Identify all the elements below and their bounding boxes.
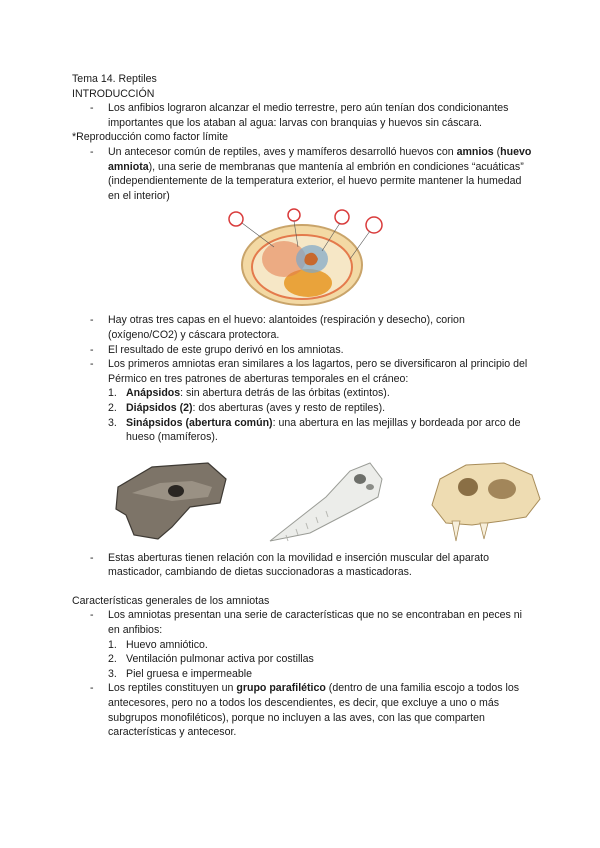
text-span: Los reptiles constituyen un	[108, 682, 237, 695]
text-span: (dentro de una familia escojo a todos los antecesores, pero no a todos los descendientes, es decir, que excluye a uno o más subgrupos monofiléticos), porque no incluyen a las aves, con las que comparten características y antecesor.	[108, 682, 520, 739]
skull-opening	[366, 484, 374, 490]
label-circle	[366, 217, 382, 233]
feature-text: Piel gruesa e impermeable	[126, 667, 253, 680]
page-title: Tema 14. Reptiles	[72, 73, 157, 85]
label-circle	[288, 209, 300, 221]
skull-figures	[112, 455, 544, 545]
openings-list	[72, 551, 532, 580]
text-span: (	[493, 145, 501, 158]
feature-item	[72, 667, 532, 682]
skull-type-item	[72, 386, 532, 401]
bold-amnios: amnios	[456, 145, 494, 158]
skull-shape	[432, 463, 540, 525]
bold-amniote-egg: huevo amniota	[108, 145, 532, 173]
document-page	[72, 72, 532, 740]
skull-type-desc: : sin abertura detrás de las órbitas (extintos).	[180, 387, 390, 400]
skull-types-list	[72, 386, 532, 444]
text-span: Los primeros amniotas eran similares a los lagartos, pero se diversificaron al principio del Pérmico en tres patrones de aberturas temporales en el cráneo:	[108, 358, 528, 385]
list-number: 3.	[108, 667, 117, 680]
feature-text: Ventilación pulmonar activa por costillas	[126, 653, 314, 666]
text-span: Un antecesor común de reptiles, aves y mamíferos desarrolló huevos con	[108, 145, 457, 158]
skull-type-desc: : dos aberturas (aves y resto de reptiles).	[192, 401, 386, 414]
after-egg-list	[72, 313, 532, 386]
skull-shape	[116, 463, 226, 539]
skull-type-item	[72, 401, 532, 416]
permian-list-item	[72, 357, 532, 386]
amnios-list-item	[72, 145, 532, 203]
amniote-egg-diagram	[214, 207, 390, 307]
skull-type-name: Diápsidos (2)	[126, 401, 193, 414]
intro-heading: INTRODUCCIÓN	[72, 87, 155, 100]
general-features-list	[72, 638, 532, 682]
anapsid-skull-image	[112, 457, 230, 543]
list-number: 2.	[108, 653, 117, 666]
intro-list-item: - Los anfibios lograron alcanzar el medio terrestre, pero aún tenían dos condicionantes importantes que los ataban al agua: larvas con branquias y huevos sin cáscara.	[72, 101, 532, 130]
intro-list	[72, 101, 532, 130]
paraphyletic-list	[72, 681, 532, 739]
skull-type-desc: : una abertura en las mejillas y bordeada por arco de hueso (mamíferos).	[126, 416, 521, 444]
skull-orbit	[354, 474, 366, 484]
layers-list-item: - Hay otras tres capas en el huevo: alantoides (respiración y desecho), corion (oxígeno/CO2) y cáscara protectora.	[72, 313, 532, 342]
skull-shape	[270, 463, 382, 541]
skull-orbit	[168, 485, 184, 497]
skull-orbit	[458, 478, 478, 496]
list-number: 2.	[108, 401, 117, 414]
amniote-egg-figure	[72, 207, 532, 307]
label-circle	[335, 210, 349, 224]
skull-type-item	[72, 416, 532, 445]
feature-item	[72, 638, 532, 653]
text-span: ), una serie de membranas que mantenía al embrión en condiciones “acuáticas” (independientemente de la temperatura exterior, el huevo permite mantener la humedad en el interior)	[108, 160, 524, 202]
bold-paraphyletic: grupo parafilético	[236, 682, 326, 695]
general-list	[72, 608, 532, 637]
diapsid-skull-image	[266, 457, 386, 543]
spacer	[72, 580, 532, 594]
feature-text: Huevo amniótico.	[126, 638, 208, 651]
reproduction-heading: *Reproducción como factor límite	[72, 131, 229, 144]
paraphyletic-list-item	[72, 681, 532, 739]
synapsid-skull-image	[422, 455, 544, 545]
feature-item	[72, 652, 532, 667]
list-number: 1.	[108, 387, 117, 400]
openings-list-item: - Estas aberturas tienen relación con la movilidad e inserción muscular del aparato masticador, cambiando de dietas succionadoras a masticadoras.	[72, 551, 532, 580]
amniotes-result-item: - El resultado de este grupo derivó en los amniotas.	[72, 343, 532, 358]
skull-opening	[488, 479, 516, 499]
general-heading: Características generales de los amniotas	[72, 594, 270, 607]
skull-type-name: Anápsidos	[126, 387, 181, 400]
skull-type-name: Sinápsidos (abertura común)	[126, 416, 273, 429]
label-circle	[229, 212, 243, 226]
reproduction-list	[72, 145, 532, 203]
list-number: 1.	[108, 638, 117, 651]
general-list-item: - Los amniotas presentan una serie de características que no se encontraban en peces ni en anfibios:	[72, 608, 532, 637]
list-number: 3.	[108, 416, 117, 429]
